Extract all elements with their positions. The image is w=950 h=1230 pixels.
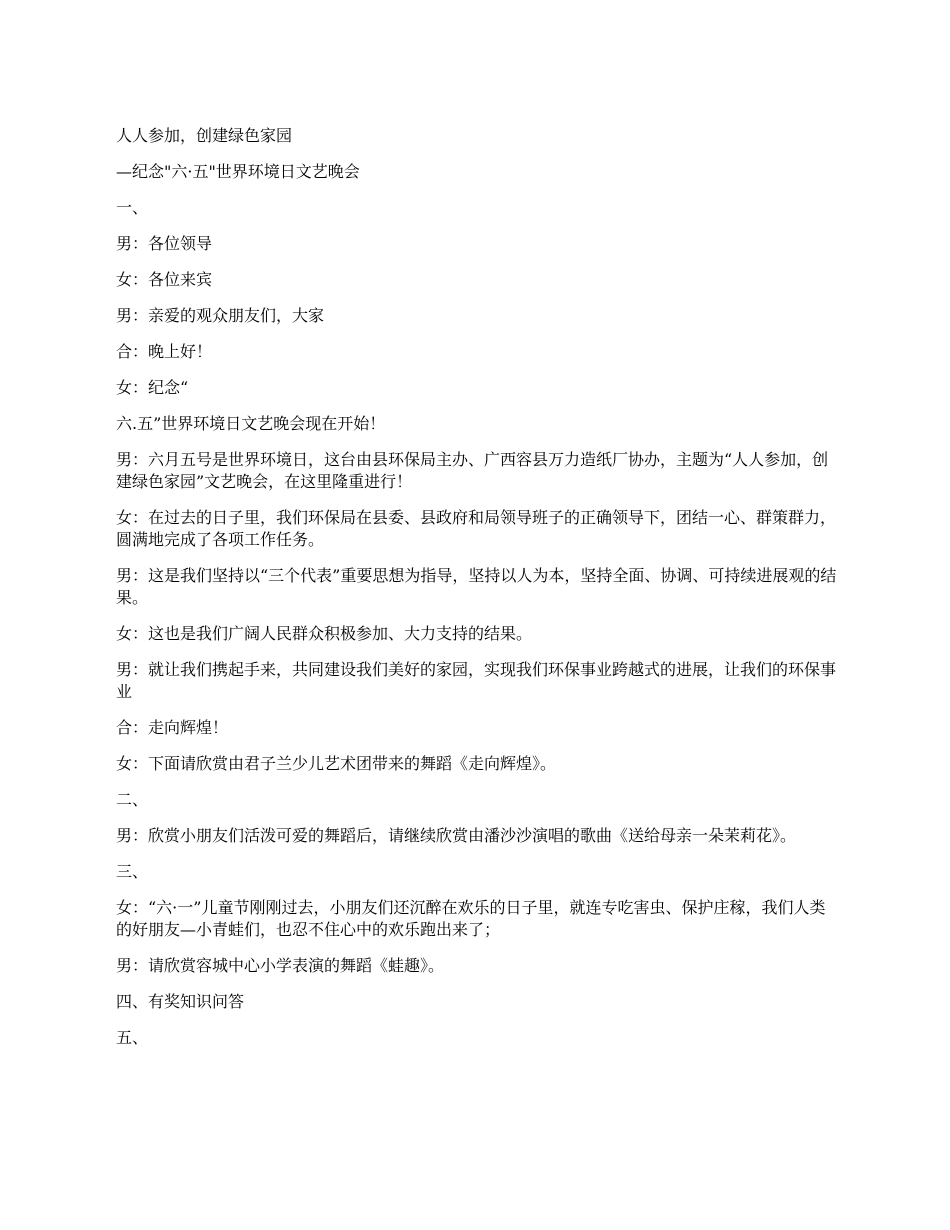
- dialogue-line: 男：亲爱的观众朋友们，大家: [116, 306, 325, 325]
- dialogue-line: 合：走向辉煌！: [116, 718, 229, 737]
- dialogue-line: 男：欣赏小朋友们活泼可爱的舞蹈后，请继续欣赏由潘沙沙演唱的歌曲《送给母亲一朵茉莉花》。: [116, 826, 797, 845]
- dialogue-line: 女：在过去的日子里，我们环保局在县委、县政府和局领导班子的正确领导下，团结一心、群策群力，圆满地完成了各项工作任务。: [116, 508, 837, 549]
- dialogue-line: 男：就让我们携起手来，共同建设我们美好的家园，实现我们环保事业跨越式的进展，让我们的环保事业: [116, 660, 837, 701]
- dialogue-line: 女：“六·一”儿童节刚刚过去，小朋友们还沉醉在欢乐的日子里，就连专吃害虫、保护庄稼，我们人类的好朋友—小青蛙们，也忍不住心中的欢乐跑出来了；: [116, 898, 826, 939]
- section-heading-2: 二、: [116, 790, 149, 809]
- dialogue-line: 合：晚上好！: [116, 342, 213, 361]
- dialogue-line: 男：六月五号是世界环境日，这台由县环保局主办、广西容县万力造纸厂协办，主题为“人人参加，创建绿色家园”文艺晚会，在这里隆重进行！: [116, 450, 829, 491]
- dialogue-line: 女：这也是我们广阔人民群众积极参加、大力支持的结果。: [116, 624, 533, 643]
- dialogue-line: 男：这是我们坚持以“三个代表”重要思想为指导，坚持以人为本，坚持全面、协调、可持续进展观的结果。: [116, 566, 837, 607]
- section-heading-3: 三、: [116, 862, 149, 881]
- section-heading-4: 四、有奖知识问答: [116, 992, 245, 1011]
- section-heading-5: 五、: [116, 1028, 149, 1047]
- document-page: [116, 125, 841, 1063]
- dialogue-line: 男：请欣赏容城中心小学表演的舞蹈《蛙趣》。: [116, 956, 445, 975]
- dialogue-line: 女：各位来宾: [116, 270, 213, 289]
- dialogue-line: 男：各位领导: [116, 234, 213, 253]
- dialogue-line: 六.五”世界环境日文艺晚会现在开始！: [116, 414, 386, 433]
- dialogue-line: 女：纪念“: [116, 378, 189, 397]
- document-title: 人人参加，创建绿色家园: [116, 126, 293, 145]
- section-heading-1: 一、: [116, 198, 149, 217]
- document-subtitle: —纪念"六·五"世界环境日文艺晚会: [116, 162, 360, 181]
- dialogue-line: 女：下面请欣赏由君子兰少儿艺术团带来的舞蹈《走向辉煌》。: [116, 754, 557, 773]
